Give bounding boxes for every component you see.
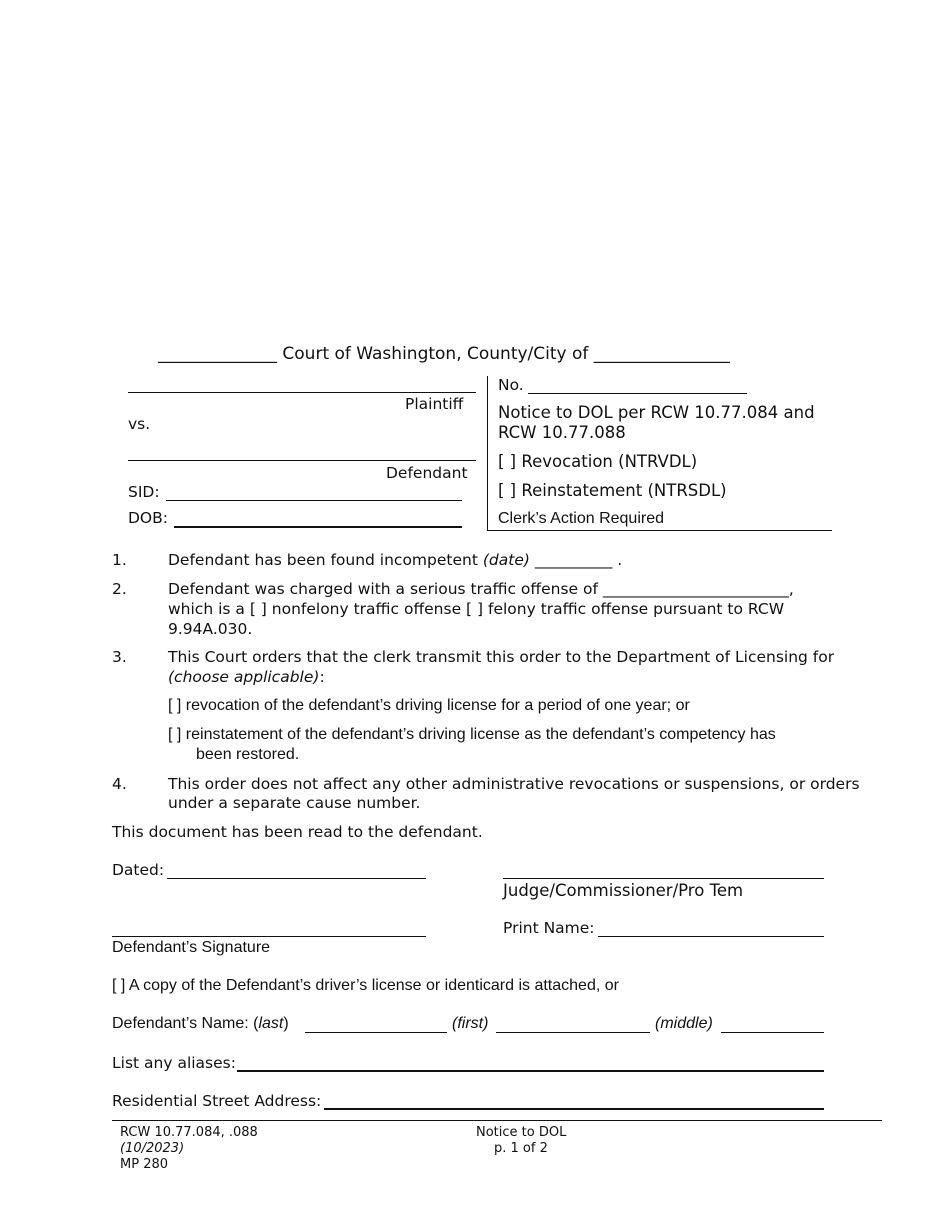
dob-label: DOB:	[128, 509, 168, 527]
defendant-signature-line[interactable]	[112, 936, 426, 937]
read-statement: This document has been read to the defendant.	[112, 823, 483, 841]
dob-field[interactable]	[174, 526, 462, 528]
first-name-field[interactable]	[496, 1032, 650, 1033]
caption-bottom-rule	[487, 530, 832, 531]
plaintiff-line[interactable]	[128, 392, 476, 393]
dated-label: Dated:	[112, 861, 165, 879]
first-label	[452, 1015, 488, 1033]
caption-divider	[487, 376, 488, 531]
clerk-action-label: Clerk’s Action Required	[498, 510, 665, 527]
defendant-line[interactable]	[128, 460, 476, 461]
footer-rcw: RCW 10.77.084, .088	[120, 1125, 258, 1140]
item-4-line1: This order does not affect any other administrative revocations or suspensions, or orders	[168, 775, 860, 793]
item-2-number: 2.	[112, 580, 127, 598]
reinstatement-option-cont: been restored.	[196, 746, 300, 763]
footer-revision-text: (10/2023)	[120, 1141, 185, 1156]
item-1-text	[168, 551, 622, 569]
middle-label-text: (middle)	[655, 1015, 713, 1032]
address-field[interactable]	[324, 1108, 824, 1110]
item-2-line2: which is a [ ] nonfelony traffic offense [ ] felony traffic offense pursuant to RCW	[168, 600, 785, 618]
item-3-number: 3.	[112, 648, 127, 666]
last-name-field[interactable]	[305, 1032, 447, 1033]
plaintiff-label: Plaintiff	[405, 395, 464, 413]
name-label-text: Defendant’s Name: (	[112, 1015, 259, 1032]
defendant-signature-label: Defendant’s Signature	[112, 939, 271, 956]
item-2-line1: Defendant was charged with a serious traffic offense of ________________________,	[168, 580, 794, 598]
revocation-option[interactable]: [ ] revocation of the defendant’s driving license for a period of one year; or	[168, 697, 690, 714]
footer-revision	[120, 1141, 184, 1156]
dated-field[interactable]	[167, 878, 426, 879]
item-1-date-field[interactable]: __________ .	[534, 551, 623, 569]
form-title-line2: RCW 10.77.088	[498, 423, 626, 442]
judge-label: Judge/Commissioner/Pro Tem	[503, 881, 744, 900]
defendant-label: Defendant	[386, 464, 468, 482]
item-1-statement: Defendant has been found incompetent	[168, 551, 478, 569]
choose-applicable: (choose applicable)	[168, 668, 320, 686]
footer-title: Notice to DOL	[476, 1125, 567, 1140]
revocation-checkbox[interactable]: [ ] Revocation (NTRVDL)	[498, 452, 698, 471]
print-name-field[interactable]	[598, 936, 824, 937]
footer-page-number: p. 1 of 2	[494, 1141, 548, 1156]
case-number-field[interactable]	[528, 393, 747, 394]
sid-field[interactable]	[166, 500, 462, 501]
form-title-line1: Notice to DOL per RCW 10.77.084 and	[498, 403, 815, 422]
case-number-label: No.	[498, 376, 524, 394]
defendant-name-label	[112, 1015, 289, 1033]
court-header: ______________ Court of Washington, County/City of ________________	[158, 344, 730, 364]
item-1-number: 1.	[112, 551, 127, 569]
judge-signature-line[interactable]	[503, 878, 824, 879]
middle-label	[655, 1015, 713, 1033]
first-label-text: (first)	[452, 1015, 489, 1032]
item-2-line3: 9.94A.030.	[168, 620, 253, 638]
item-3-line2	[168, 668, 325, 686]
sid-label: SID:	[128, 483, 160, 501]
print-name-label: Print Name:	[503, 919, 595, 937]
footer-form-number: MP 280	[120, 1157, 169, 1172]
reinstatement-option[interactable]: [ ] reinstatement of the defendant’s driving license as the defendant’s competency has	[168, 726, 776, 743]
last-label: last	[258, 1015, 284, 1032]
aliases-field[interactable]	[237, 1070, 824, 1072]
choose-colon: :	[319, 668, 325, 686]
aliases-label: List any aliases:	[112, 1054, 236, 1072]
item-1-date-label: (date)	[482, 551, 530, 569]
item-4-line2: under a separate cause number.	[168, 794, 421, 812]
footer-rule	[112, 1120, 882, 1121]
item-3-line1: This Court orders that the clerk transmit this order to the Department of Licensing for	[168, 648, 835, 666]
middle-name-field[interactable]	[721, 1032, 824, 1033]
item-4-number: 4.	[112, 775, 127, 793]
last-close-paren: )	[283, 1015, 289, 1032]
license-copy-checkbox[interactable]: [ ] A copy of the Defendant’s driver’s license or identicard is attached, or	[112, 977, 619, 994]
vs-label: vs.	[128, 415, 151, 433]
address-label: Residential Street Address:	[112, 1092, 322, 1110]
reinstatement-checkbox[interactable]: [ ] Reinstatement (NTRSDL)	[498, 481, 727, 500]
